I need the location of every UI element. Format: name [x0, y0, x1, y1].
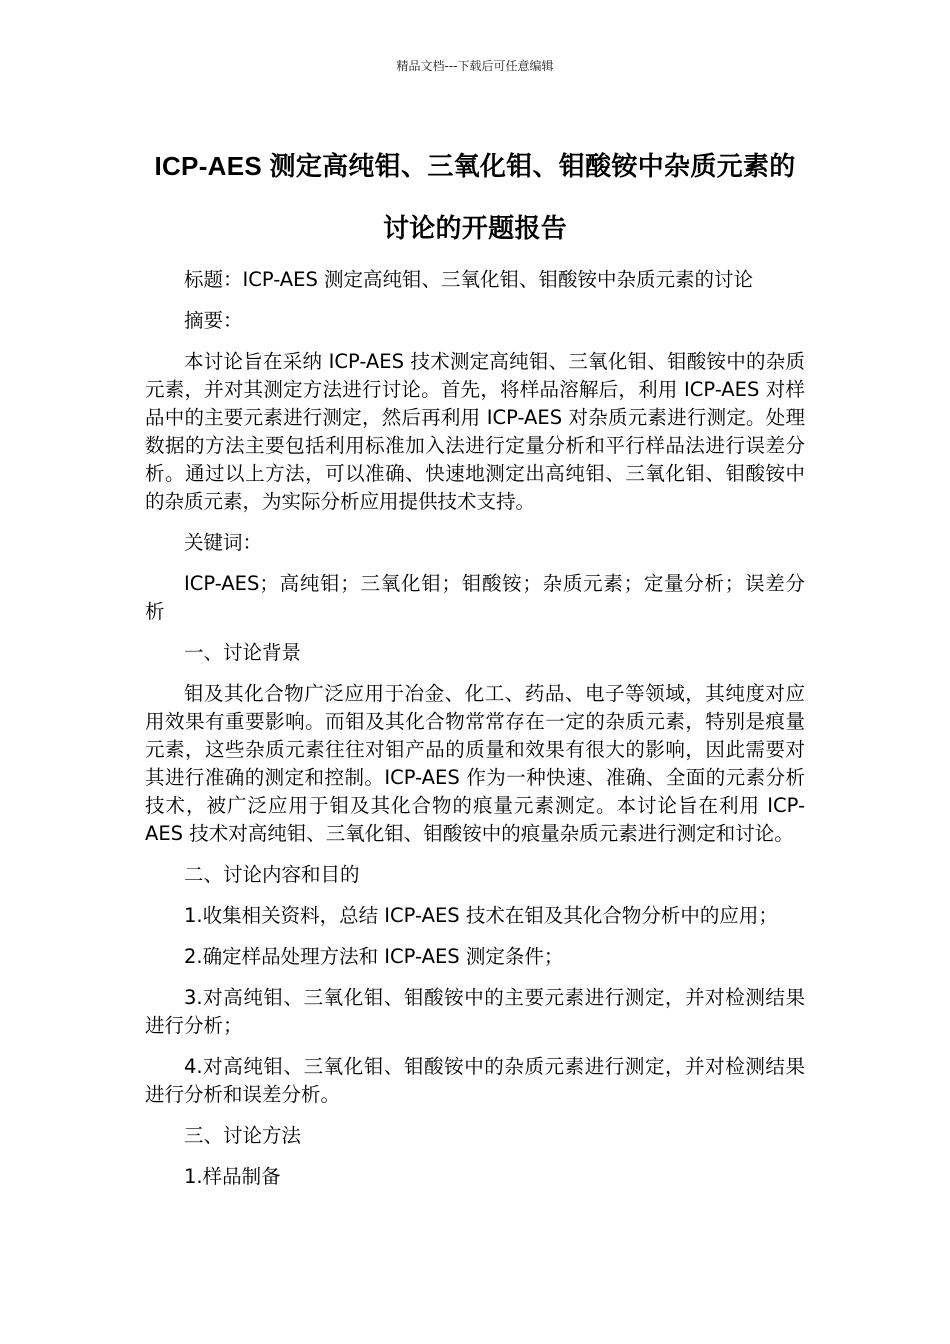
document-body: [145, 266, 805, 1204]
keywords-heading: 关键词：: [184, 531, 263, 554]
abstract-paragraph: 本讨论旨在采纳 ICP-AES 技术测定高纯钼、三氧化钼、钼酸铵中的杂质元素，并对其测定方法进行讨论。首先，将样品溶解后，利用 ICP-AES 对样品中的主要元素进行测定，然后再利用 ICP-AES 对杂质元素进行测定。处理数据的方法主要包括利用标准加入法进行定量分析和平行样品法进行误差分析。通过以上方法，可以准确、快速地测定出高纯钼、三氧化钼、钼酸铵中的杂质元素，为实际分析应用提供技术支持。: [145, 350, 805, 513]
document-title: ICP-AES 测定高纯钼、三氧化钼、钼酸铵中杂质元素的讨论的开题报告: [154, 151, 796, 243]
section-heading-methods: 三、讨论方法: [184, 1124, 302, 1147]
methods-item-1: 1.样品制备: [184, 1165, 281, 1188]
background-paragraph: 钼及其化合物广泛应用于冶金、化工、药品、电子等领域，其纯度对应用效果有重要影响。而钼及其化合物常常存在一定的杂质元素，特别是痕量元素，这些杂质元素往往对钼产品的质量和效果有很大的影响，因此需要对其进行准确的测定和控制。ICP-AES 作为一种快速、准确、全面的元素分析技术，被广泛应用于钼及其化合物的痕量元素测定。本讨论旨在利用 ICP-AES 技术对高纯钼、三氧化钼、钼酸铵中的痕量杂质元素进行测定和讨论。: [145, 682, 805, 845]
content-item-2: 2.确定样品处理方法和 ICP-AES 测定条件；: [184, 945, 564, 968]
title-line-paragraph: 标题：ICP-AES 测定高纯钼、三氧化钼、钼酸铵中杂质元素的讨论: [184, 268, 754, 291]
content-item-3: 3.对高纯钼、三氧化钼、钼酸铵中的主要元素进行测定，并对检测结果进行分析；: [145, 986, 805, 1037]
content-item-1: 1.收集相关资料，总结 ICP-AES 技术在钼及其化合物分析中的应用；: [184, 904, 778, 927]
header-note: 精品文档---下载后可任意编辑: [396, 59, 554, 73]
section-heading-background: 一、讨论背景: [184, 641, 302, 664]
content-item-4: 4.对高纯钼、三氧化钼、钼酸铵中的杂质元素进行测定，并对检测结果进行分析和误差分析。: [145, 1055, 805, 1106]
abstract-heading: 摘要：: [184, 309, 243, 332]
keywords-paragraph: ICP-AES；高纯钼；三氧化钼；钼酸铵；杂质元素；定量分析；误差分析: [145, 572, 805, 623]
section-heading-content: 二、讨论内容和目的: [184, 863, 360, 886]
